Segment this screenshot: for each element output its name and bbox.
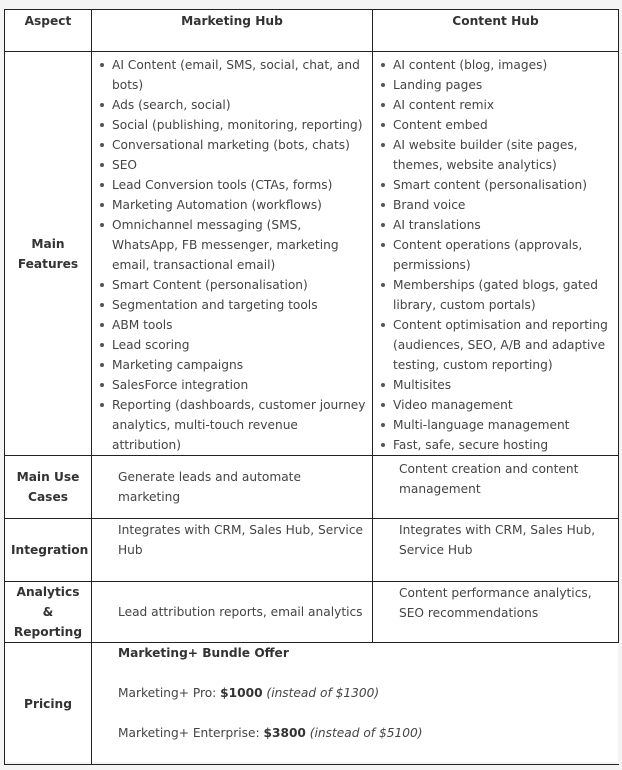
feature-item: Content optimisation and reporting (audiences, SEO, A/B and adaptive testing, custom reporting) xyxy=(393,315,614,375)
feature-item: AI content (blog, images) xyxy=(393,55,614,75)
feature-item: Memberships (gated blogs, gated library, custom portals) xyxy=(393,275,614,315)
feature-item: Lead scoring xyxy=(112,335,368,355)
content-analytics: Content performance analytics, SEO recommendations xyxy=(373,582,619,643)
marketing-use-cases: Generate leads and automate marketing xyxy=(92,456,373,519)
pricing-pro-note: (instead of $1300) xyxy=(262,686,380,700)
marketing-features-list xyxy=(92,55,372,455)
feature-item: Fast, safe, secure hosting xyxy=(393,435,614,455)
pricing-pro-line xyxy=(118,683,619,703)
marketing-integration: Integrates with CRM, Sales Hub, Service Hub xyxy=(92,519,373,582)
aspect-main-use-cases: Main Use Cases xyxy=(5,456,92,519)
feature-item: SalesForce integration xyxy=(112,375,368,395)
feature-item: Omnichannel messaging (SMS, WhatsApp, FB messenger, marketing email, transactional email) xyxy=(112,215,368,275)
feature-item: AI website builder (site pages, themes, website analytics) xyxy=(393,135,614,175)
feature-item: Content operations (approvals, permissions) xyxy=(393,235,614,275)
row-analytics xyxy=(5,582,619,643)
feature-item: Multisites xyxy=(393,375,614,395)
aspect-integration: Integration xyxy=(5,519,92,582)
feature-item: Lead Conversion tools (CTAs, forms) xyxy=(112,175,368,195)
marketing-features-cell xyxy=(92,52,373,456)
feature-item: AI translations xyxy=(393,215,614,235)
feature-item: AI Content (email, SMS, social, chat, and bots) xyxy=(112,55,368,95)
feature-item: Social (publishing, monitoring, reporting) xyxy=(112,115,368,135)
aspect-main-features: Main Features xyxy=(5,52,92,456)
feature-item: AI content remix xyxy=(393,95,614,115)
comparison-table-frame xyxy=(4,9,618,762)
header-content-hub: Content Hub xyxy=(373,10,619,52)
pricing-enterprise-label: Marketing+ Enterprise: xyxy=(118,726,264,740)
feature-item: Ads (search, social) xyxy=(112,95,368,115)
feature-item: ABM tools xyxy=(112,315,368,335)
header-aspect: Aspect xyxy=(5,10,92,52)
row-main-use-cases xyxy=(5,456,619,519)
feature-item: Segmentation and targeting tools xyxy=(112,295,368,315)
feature-item: Marketing Automation (workflows) xyxy=(112,195,368,215)
feature-item: Content embed xyxy=(393,115,614,135)
header-marketing-hub: Marketing Hub xyxy=(92,10,373,52)
pricing-title: Marketing+ Bundle Offer xyxy=(118,646,289,660)
row-pricing xyxy=(5,643,619,765)
feature-item: Multi-language management xyxy=(393,415,614,435)
content-integration: Integrates with CRM, Sales Hub, Service Hub xyxy=(373,519,619,582)
pricing-cell xyxy=(92,643,619,765)
feature-item: Brand voice xyxy=(393,195,614,215)
marketing-analytics: Lead attribution reports, email analytics xyxy=(92,582,373,643)
row-main-features xyxy=(5,52,619,456)
feature-item: Video management xyxy=(393,395,614,415)
feature-item: Reporting (dashboards, customer journey analytics, multi-touch revenue attribution) xyxy=(112,395,368,455)
feature-item: Landing pages xyxy=(393,75,614,95)
aspect-analytics-reporting: Analytics & Reporting xyxy=(5,582,92,643)
content-features-cell xyxy=(373,52,619,456)
feature-item: Smart Content (personalisation) xyxy=(112,275,368,295)
header-row xyxy=(5,10,619,52)
comparison-table xyxy=(4,9,619,765)
pricing-enterprise-note: (instead of $5100) xyxy=(305,726,423,740)
content-features-list xyxy=(373,55,618,455)
row-integration xyxy=(5,519,619,582)
feature-item: SEO xyxy=(112,155,368,175)
pricing-pro-label: Marketing+ Pro: xyxy=(118,686,221,700)
content-use-cases: Content creation and content management xyxy=(373,456,619,519)
feature-item: Marketing campaigns xyxy=(112,355,368,375)
aspect-pricing: Pricing xyxy=(5,643,92,765)
feature-item: Smart content (personalisation) xyxy=(393,175,614,195)
feature-item: Conversational marketing (bots, chats) xyxy=(112,135,368,155)
pricing-enterprise-price: $3800 xyxy=(263,726,306,740)
pricing-enterprise-line xyxy=(118,723,619,743)
pricing-pro-price: $1000 xyxy=(220,686,263,700)
